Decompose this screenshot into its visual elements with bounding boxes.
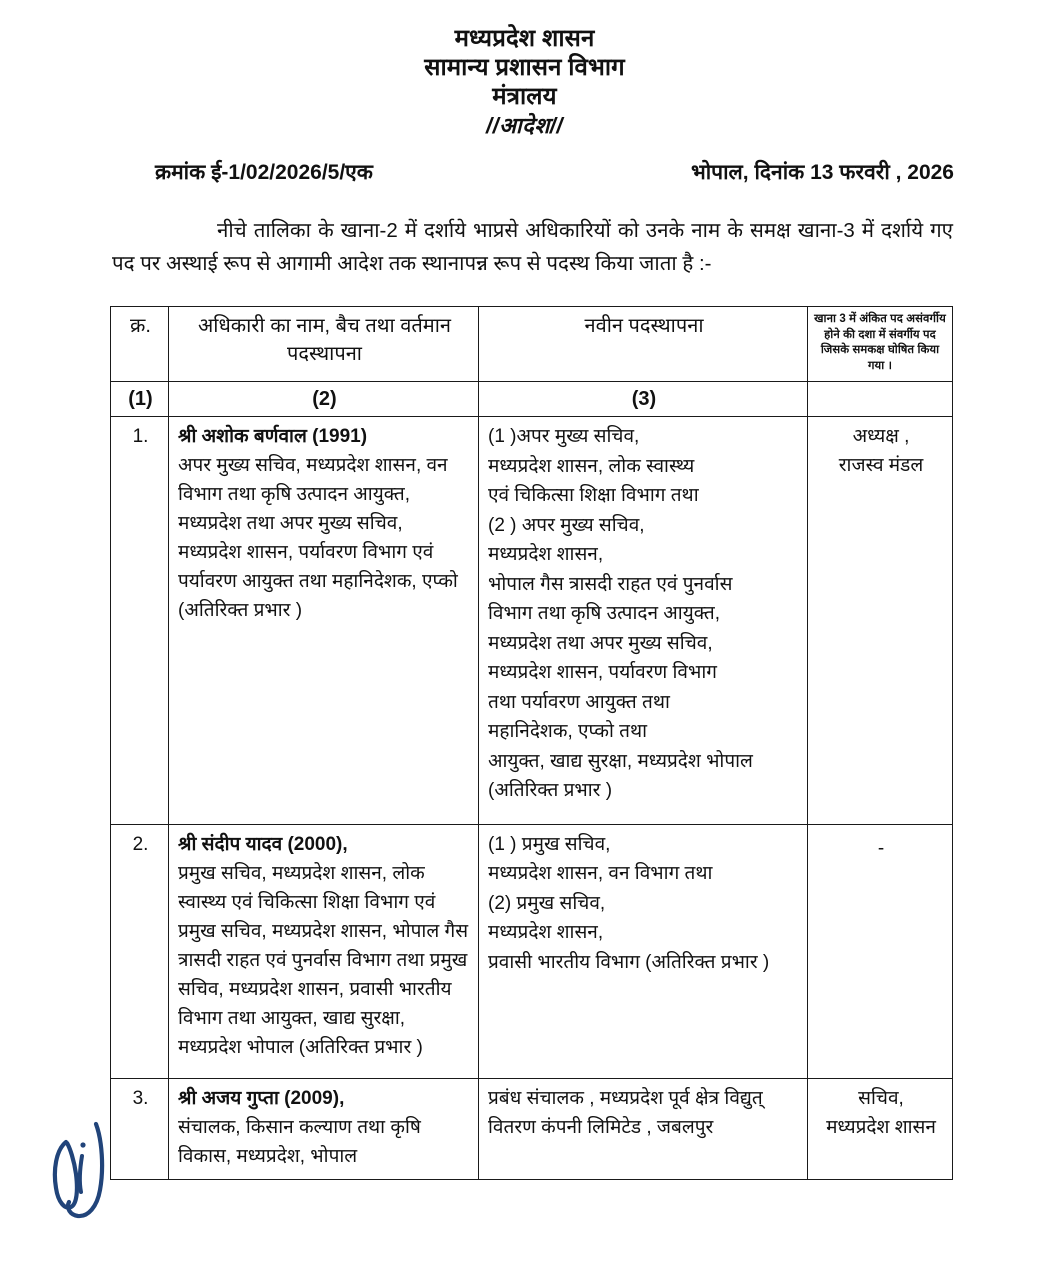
text-line: भोपाल गैस त्रासदी राहत एवं पुनर्वास: [488, 573, 733, 595]
header-line-government: मध्यप्रदेश शासन: [454, 25, 595, 52]
officer-current-posting: प्रमुख सचिव, मध्यप्रदेश शासन, लोक स्वास्थ्य एवं चिकित्सा शिक्षा विभाग एवं प्रमुख सचिव, मध्यप्रदेश शासन, भोपाल गैस त्रासदी राहत एवं पुनर्वास विभाग तथा प्रमुख सचिव, मध्यप्रदेश शासन, प्रवासी भारतीय विभाग तथा आयुक्त, खाद्य सुरक्षा, मध्यप्रदेश भोपाल (अतिरिक्त प्रभार ): [178, 862, 469, 1058]
text-line: तथा पर्यावरण आयुक्त तथा: [488, 691, 670, 713]
table-row: [111, 824, 953, 1078]
text-line: मध्यप्रदेश शासन, लोक स्वास्थ्य: [488, 455, 695, 477]
document-header: [0, 0, 1049, 140]
reference-row: [0, 158, 1049, 186]
row-serial: 2.: [111, 824, 169, 1078]
order-table-wrapper: [0, 306, 1049, 1180]
text-line: विभाग तथा कृषि उत्पादन आयुक्त,: [488, 603, 721, 624]
text-line: (2 ) अपर मुख्य सचिव,: [488, 514, 645, 536]
colnum-2: (2): [169, 382, 479, 417]
officer-name: श्री संदीप यादव (2000),: [178, 833, 348, 855]
officer-name: श्री अशोक बर्णवाल (1991): [178, 426, 368, 447]
header-cell-new-posting: नवीन पदस्थापना: [479, 307, 808, 382]
row-officer-cell: [169, 1078, 479, 1179]
text-line: सचिव,: [858, 1087, 904, 1109]
text-line: मध्यप्रदेश तथा अपर मुख्य सचिव,: [488, 632, 713, 654]
colnum-4: [808, 382, 953, 417]
header-line-department: सामान्य प्रशासन विभाग: [424, 54, 625, 81]
row-serial: 3.: [111, 1078, 169, 1179]
header-line-secretariat: मंत्रालय: [492, 83, 557, 110]
reference-number: क्रमांक ई-1/02/2026/5/एक: [155, 161, 373, 184]
row-equivalent-post-cell: [808, 417, 953, 825]
table-header: [111, 307, 953, 417]
text-line: मध्यप्रदेश शासन,: [488, 544, 604, 565]
officer-name: श्री अजय गुप्ता (2009),: [178, 1087, 345, 1109]
table-body: [111, 417, 953, 1180]
row-officer-cell: [169, 417, 479, 825]
text-line: (अतिरिक्त प्रभार ): [488, 780, 613, 801]
text-line: महानिदेशक, एप्को तथा: [488, 721, 648, 742]
text-line: वितरण कंपनी लिमिटेड , जबलपुर: [488, 1117, 714, 1138]
text-line: मध्यप्रदेश शासन: [826, 1116, 936, 1138]
text-line: प्रबंध संचालक , मध्यप्रदेश पूर्व क्षेत्र विद्युत्: [488, 1087, 763, 1109]
row-new-posting-cell: [479, 417, 808, 825]
table-header-row: [111, 307, 953, 382]
intro-paragraph: नीचे तालिका के खाना-2 में दर्शाये भाप्रसे अधिकारियों को उनके नाम के समक्ष खाना-3 में दर्शाये गए पद पर अस्थाई रूप से आगामी आदेश तक स्थानापन्न रूप से पदस्थ किया जाता है :-: [112, 219, 953, 275]
text-line: मध्यप्रदेश शासन, पर्यावरण विभाग: [488, 662, 717, 683]
row-equivalent-post-cell: [808, 1078, 953, 1179]
place-and-date: भोपाल, दिनांक 13 फरवरी , 2026: [690, 161, 954, 184]
text-line: मध्यप्रदेश शासन, वन विभाग तथा: [488, 863, 713, 884]
colnum-3: (3): [479, 382, 808, 417]
officer-current-posting: अपर मुख्य सचिव, मध्यप्रदेश शासन, वन विभाग तथा कृषि उत्पादन आयुक्त, मध्यप्रदेश तथा अपर मुख्य सचिव, मध्यप्रदेश शासन, पर्यावरण विभाग एवं पर्यावरण आयुक्त तथा महानिदेशक, एप्को (अतिरिक्त प्रभार ): [178, 455, 458, 621]
row-equivalent-post-cell: [808, 824, 953, 1078]
text-line: राजस्व मंडल: [838, 455, 924, 476]
text-line: (2) प्रमुख सचिव,: [488, 892, 606, 914]
table-row: [111, 417, 953, 825]
header-cell-serial: क्र.: [111, 307, 169, 382]
header-cell-officer: अधिकारी का नाम, बैच तथा वर्तमान पदस्थापना: [169, 307, 479, 382]
order-table: [110, 306, 953, 1180]
table-column-number-row: [111, 382, 953, 417]
text-line: अध्यक्ष ,: [852, 426, 910, 447]
header-cell-equivalent-post: खाना 3 में अंकित पद असंवर्गीय होने की दशा में संवर्गीय पद जिसके समकक्ष घोषित किया गया ।: [808, 307, 953, 382]
text-line: (1 )अपर मुख्य सचिव,: [488, 426, 640, 447]
header-order-mark: //आदेश//: [485, 113, 564, 138]
handwritten-signature-icon: [36, 1112, 132, 1224]
row-new-posting-cell: [479, 1078, 808, 1179]
row-officer-cell: [169, 824, 479, 1078]
text-line: प्रवासी भारतीय विभाग (अतिरिक्त प्रभार ): [488, 951, 770, 973]
officer-current-posting: संचालक, किसान कल्याण तथा कृषि विकास, मध्यप्रदेश, भोपाल: [178, 1116, 421, 1167]
row-new-posting-cell: [479, 824, 808, 1078]
text-line: मध्यप्रदेश शासन,: [488, 922, 604, 943]
colnum-1: (1): [111, 382, 169, 417]
text-line: (1 ) प्रमुख सचिव,: [488, 833, 611, 855]
row-serial: 1.: [111, 417, 169, 825]
text-line: आयुक्त, खाद्य सुरक्षा, मध्यप्रदेश भोपाल: [488, 750, 753, 772]
text-line: -: [877, 837, 885, 859]
text-line: एवं चिकित्सा शिक्षा विभाग तथा: [488, 485, 699, 506]
table-row: [111, 1078, 953, 1179]
